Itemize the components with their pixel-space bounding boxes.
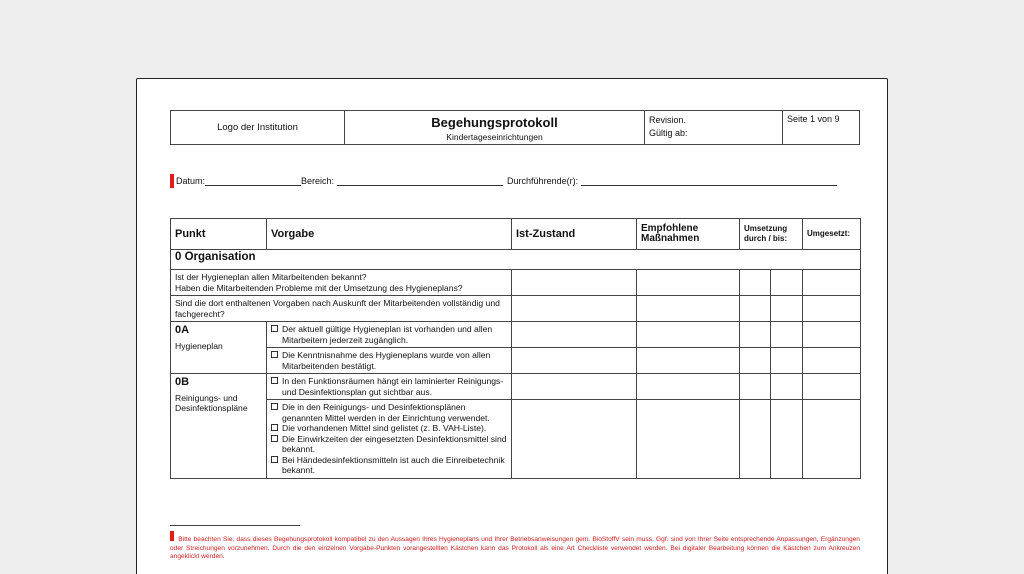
general-question-1: Ist der Hygieneplan allen Mitarbeitenden bekannt? Haben die Mitarbeitenden Probleme mit der Umsetzung des Hygieneplans? xyxy=(171,270,512,296)
revision-cell xyxy=(645,111,783,144)
table-row xyxy=(171,400,861,479)
massnahmen-cell[interactable] xyxy=(637,374,740,400)
document-page xyxy=(136,78,888,574)
umsetzung-bis-cell[interactable] xyxy=(771,270,803,296)
performer-label: Durchführende(r): xyxy=(507,176,579,186)
massnahmen-cell[interactable] xyxy=(637,400,740,479)
page-number: Seite 1 von 9 xyxy=(787,114,840,124)
ist-zustand-cell[interactable] xyxy=(512,400,637,479)
section-row xyxy=(171,250,861,270)
meta-line xyxy=(170,174,837,188)
ist-zustand-cell[interactable] xyxy=(512,322,637,348)
footnote-divider xyxy=(170,525,300,526)
checkbox[interactable] xyxy=(271,403,278,410)
document-subtitle: Kindertageseinrichtungen xyxy=(446,132,543,142)
table-row xyxy=(171,270,861,296)
umsetzung-durch-cell[interactable] xyxy=(740,400,771,479)
document-header xyxy=(170,110,860,145)
ist-zustand-cell[interactable] xyxy=(512,270,637,296)
umsetzung-bis-cell[interactable] xyxy=(771,400,803,479)
point-name: Reinigungs- und Desinfektionspläne xyxy=(175,392,248,413)
ist-zustand-cell[interactable] xyxy=(512,296,637,322)
col-header-ist-zustand: Ist-Zustand xyxy=(512,219,637,250)
requirement-cell: In den Funktionsräumen hängt ein laminierter Reinigungs- und Desinfektionsplan gut sichtbar aus. xyxy=(267,374,512,400)
checkbox[interactable] xyxy=(271,351,278,358)
date-label: Datum: xyxy=(176,176,206,186)
umsetzung-durch-cell[interactable] xyxy=(740,348,771,374)
performer-field[interactable] xyxy=(581,177,837,186)
col-header-umsetzung: Umsetzung durch / bis: xyxy=(740,219,803,250)
logo-placeholder: Logo der Institution xyxy=(171,111,345,144)
footnote-text: Bitte beachten Sie, dass dieses Begehungsprotokoll kompatibel zu den Aussagen Ihres Hygieneplans und Ihrer Betriebsanweisungen gem. BioStoffV sein muss. Ggf. sind von Ihrer Seite entsprechende Anpassungen, Ergänzungen oder Streichungen vorzunehmen. Durch die den einzelnen Vorgabe-Punkten vorangestellten Kästchen kann das Protokoll als eine Art Checkliste verwendet werden. Bei digitaler Bearbeitung können die Kästchen zum Ankreuzen angeklickt werden. xyxy=(170,536,860,561)
document-title: Begehungsprotokoll xyxy=(431,115,558,130)
footnote xyxy=(170,531,860,562)
massnahmen-cell[interactable] xyxy=(637,296,740,322)
area-label: Bereich: xyxy=(301,176,335,186)
umsetzung-bis-cell[interactable] xyxy=(771,296,803,322)
requirement-cell: Die in den Reinigungs- und Desinfektionsplänen genannten Mittel werden in der Einrichtung verwendet. Die vorhandenen Mittel sind gelistet (z. B. VAH-Liste). Die Einwirkzeiten der eingesetzten Desinfektionsmittel sind bekannt. Bei Händedesinfektionsmitteln ist auch die Einreibetechnik bekannt. xyxy=(267,400,512,479)
requirement-cell: Der aktuell gültige Hygieneplan ist vorhanden und allen Mitarbeitern jederzeit zugänglich. xyxy=(267,322,512,348)
umsetzung-durch-cell[interactable] xyxy=(740,374,771,400)
header-title-cell xyxy=(345,111,645,144)
checkbox[interactable] xyxy=(271,435,278,442)
col-header-empfohlene-massnahmen: Empfohlene Maßnahmen xyxy=(637,219,740,250)
umgesetzt-cell[interactable] xyxy=(803,322,861,348)
umgesetzt-cell[interactable] xyxy=(803,374,861,400)
date-field[interactable] xyxy=(205,177,301,186)
table-row xyxy=(171,348,861,374)
annotation-marker xyxy=(170,174,174,188)
table-row xyxy=(171,374,861,400)
massnahmen-cell[interactable] xyxy=(637,348,740,374)
requirement-cell: Die Kenntnisnahme des Hygieneplans wurde von allen Mitarbeitenden bestätigt. xyxy=(267,348,512,374)
massnahmen-cell[interactable] xyxy=(637,322,740,348)
umgesetzt-cell[interactable] xyxy=(803,348,861,374)
revision-label: Revision. xyxy=(649,115,687,125)
massnahmen-cell[interactable] xyxy=(637,270,740,296)
umgesetzt-cell[interactable] xyxy=(803,296,861,322)
point-0a-cell xyxy=(171,322,267,374)
inspection-table xyxy=(170,218,861,479)
checkbox[interactable] xyxy=(271,456,278,463)
annotation-marker xyxy=(170,531,174,541)
col-header-punkt: Punkt xyxy=(171,219,267,250)
umsetzung-durch-cell[interactable] xyxy=(740,270,771,296)
table-row xyxy=(171,322,861,348)
point-0b-cell xyxy=(171,374,267,479)
point-code: 0B xyxy=(175,376,190,388)
point-name: Hygieneplan xyxy=(175,340,223,351)
umgesetzt-cell[interactable] xyxy=(803,270,861,296)
umsetzung-durch-cell[interactable] xyxy=(740,296,771,322)
checkbox[interactable] xyxy=(271,325,278,332)
umsetzung-durch-cell[interactable] xyxy=(740,322,771,348)
col-header-vorgabe: Vorgabe xyxy=(267,219,512,250)
umgesetzt-cell[interactable] xyxy=(803,400,861,479)
umsetzung-bis-cell[interactable] xyxy=(771,374,803,400)
col-header-umgesetzt: Umgesetzt: xyxy=(803,219,861,250)
valid-from-label: Gültig ab: xyxy=(649,128,688,138)
checkbox[interactable] xyxy=(271,424,278,431)
umsetzung-bis-cell[interactable] xyxy=(771,348,803,374)
umsetzung-bis-cell[interactable] xyxy=(771,322,803,348)
point-code: 0A xyxy=(175,324,190,336)
table-row xyxy=(171,296,861,322)
table-header-row xyxy=(171,219,861,250)
section-title: 0 Organisation xyxy=(171,250,861,270)
area-field[interactable] xyxy=(337,177,503,186)
ist-zustand-cell[interactable] xyxy=(512,374,637,400)
general-question-2: Sind die dort enthaltenen Vorgaben nach Auskunft der Mitarbeitenden vollständig und fachgerecht? xyxy=(171,296,512,322)
checkbox[interactable] xyxy=(271,377,278,384)
ist-zustand-cell[interactable] xyxy=(512,348,637,374)
